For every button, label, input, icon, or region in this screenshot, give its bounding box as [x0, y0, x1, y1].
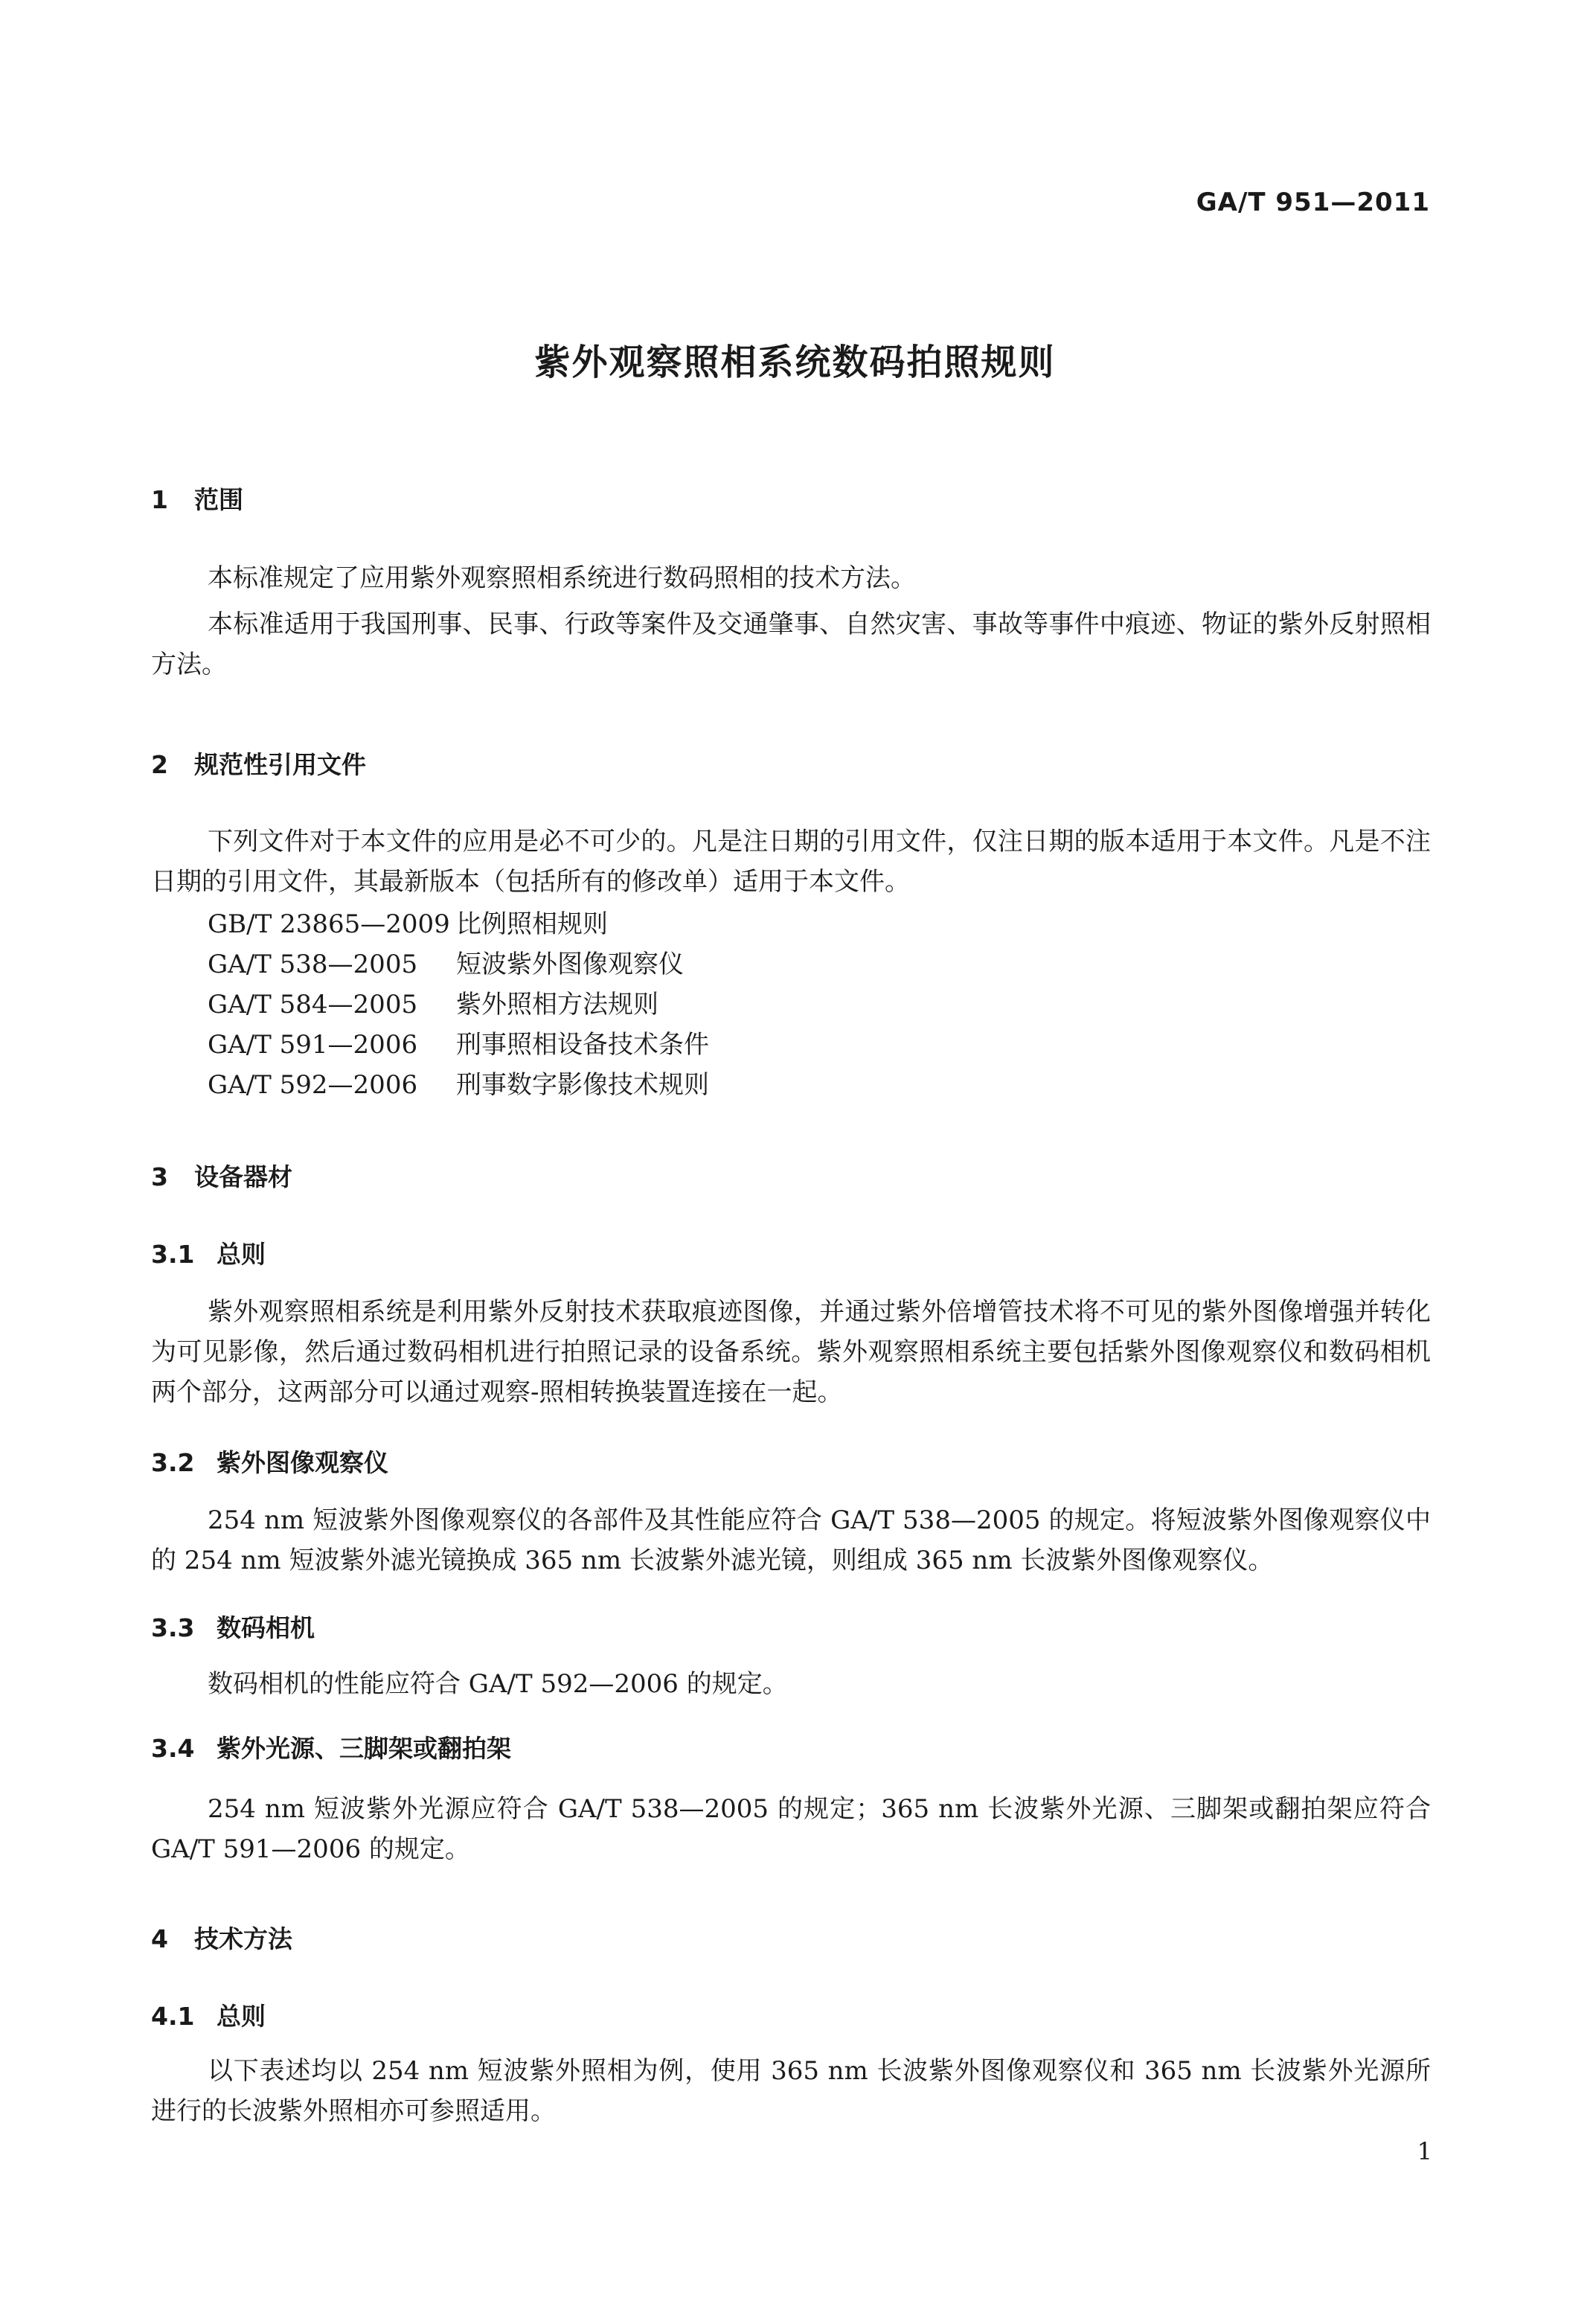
section-1-heading	[151, 481, 243, 516]
section-4-1-heading	[151, 1997, 266, 2032]
reference-name: 比例照相规则	[456, 909, 608, 939]
section-3-heading	[151, 1158, 292, 1193]
section-title: 总则	[217, 1240, 266, 1269]
reference-code: GA/T 591—2006	[208, 1030, 418, 1060]
reference-code: GA/T 584—2005	[208, 990, 418, 1019]
reference-item	[208, 904, 709, 944]
reference-list	[208, 904, 709, 1105]
standard-code: GA/T 951—2011	[1196, 188, 1430, 217]
section-3-4-paragraph: 254 nm 短波紫外光源应符合 GA/T 538—2005 的规定；365 nm 长波紫外光源、三脚架或翻拍架应符合 GA/T 591—2006 的规定。	[151, 1794, 1431, 1864]
reference-code: GB/T 23865—2009	[208, 909, 450, 939]
section-2-heading	[151, 746, 366, 781]
section-4-heading	[151, 1920, 292, 1955]
section-number: 3.2	[151, 1448, 195, 1477]
section-number: 3.3	[151, 1613, 195, 1642]
reference-code: GA/T 592—2006	[208, 1070, 418, 1100]
section-number: 3.1	[151, 1240, 195, 1269]
section-title: 范围	[194, 485, 243, 514]
section-number: 4.1	[151, 2002, 195, 2031]
reference-name: 刑事数字影像技术规则	[456, 1070, 709, 1100]
reference-item	[208, 985, 709, 1025]
section-number: 3.4	[151, 1734, 195, 1763]
section-title: 规范性引用文件	[194, 750, 366, 779]
section-3-3-heading	[151, 1609, 315, 1644]
document-title: 紫外观察照相系统数码拍照规则	[534, 342, 1056, 383]
reference-name: 短波紫外图像观察仪	[456, 950, 684, 979]
reference-name: 紫外照相方法规则	[456, 990, 658, 1019]
reference-item	[208, 944, 709, 985]
section-title: 总则	[217, 2002, 266, 2031]
section-1-paragraph-2: 本标准适用于我国刑事、民事、行政等案件及交通肇事、自然灾害、事故等事件中痕迹、物证的紫外反射照相方法。	[151, 609, 1431, 679]
section-3-2-paragraph: 254 nm 短波紫外图像观察仪的各部件及其性能应符合 GA/T 538—2005 的规定。将短波紫外图像观察仪中的 254 nm 短波紫外滤光镜换成 365 nm 长波紫外滤光镜，则组成 365 nm 长波紫外图像观察仪。	[151, 1505, 1431, 1575]
section-4-1-paragraph: 以下表述均以 254 nm 短波紫外照相为例，使用 365 nm 长波紫外图像观察仪和 365 nm 长波紫外光源所进行的长波紫外照相亦可参照适用。	[151, 2056, 1431, 2126]
section-number: 3	[151, 1162, 168, 1191]
section-title: 设备器材	[194, 1162, 292, 1191]
page-number: 1	[1417, 2137, 1432, 2165]
section-number: 4	[151, 1924, 168, 1953]
section-1-paragraph-1: 本标准规定了应用紫外观察照相系统进行数码照相的技术方法。	[208, 563, 916, 593]
reference-item	[208, 1025, 709, 1065]
section-number: 1	[151, 485, 168, 514]
reference-item	[208, 1065, 709, 1105]
section-number: 2	[151, 750, 168, 779]
section-title: 数码相机	[217, 1613, 315, 1642]
section-3-2-heading	[151, 1444, 388, 1479]
reference-name: 刑事照相设备技术条件	[456, 1030, 709, 1060]
section-3-4-heading	[151, 1729, 511, 1764]
section-3-1-heading	[151, 1235, 266, 1270]
section-3-1-paragraph: 紫外观察照相系统是利用紫外反射技术获取痕迹图像，并通过紫外倍增管技术将不可见的紫外图像增强并转化为可见影像，然后通过数码相机进行拍照记录的设备系统。紫外观察照相系统主要包括紫外图像观察仪和数码相机两个部分，这两部分可以通过观察-照相转换装置连接在一起。	[151, 1297, 1431, 1407]
section-2-paragraph: 下列文件对于本文件的应用是必不可少的。凡是注日期的引用文件，仅注日期的版本适用于本文件。凡是不注日期的引用文件，其最新版本（包括所有的修改单）适用于本文件。	[151, 827, 1431, 897]
section-title: 紫外光源、三脚架或翻拍架	[217, 1734, 511, 1763]
section-title: 技术方法	[194, 1924, 292, 1953]
reference-code: GA/T 538—2005	[208, 950, 418, 979]
section-3-3-paragraph: 数码相机的性能应符合 GA/T 592—2006 的规定。	[208, 1669, 788, 1699]
section-title: 紫外图像观察仪	[217, 1448, 388, 1477]
